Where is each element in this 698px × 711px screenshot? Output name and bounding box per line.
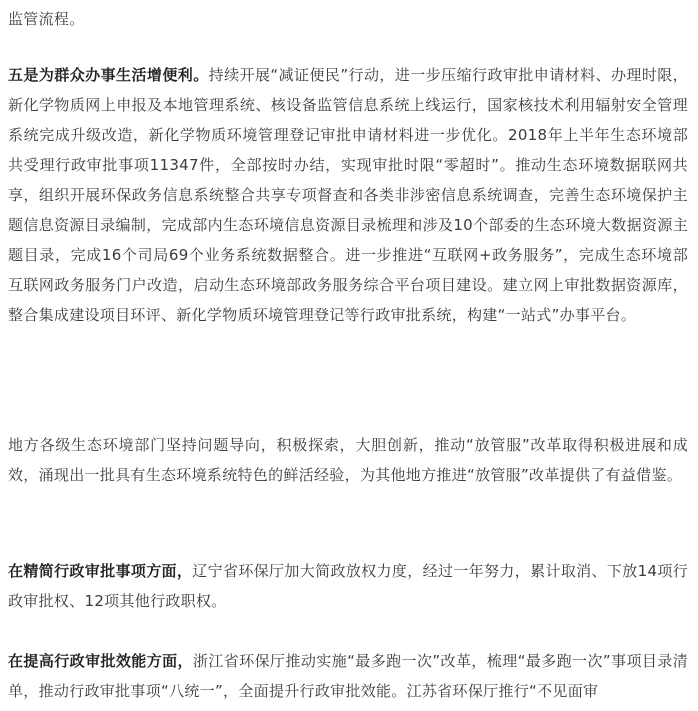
- paragraph-text: 持续开展“减证便民”行动，进一步压缩行政审批申请材料、办理时限，新化学物质网上申报及本地管理系统、核设备监管信息系统上线运行，国家核技术利用辐射安全管理系统完成升级改造，新化学物质环境管理登记审批申请材料进一步优化。2018年上半年生态环境部共受理行政审批事项11347件，全部按时办结，实现审批时限“零超时”。推动生态环境数据联网共享，组织开展环保政务信息系统整合共享专项督查和各类非涉密信息系统调查，完善生态环境保护主题信息资源目录编制，完成部内生态环境信息资源目录梳理和涉及10个部委的生态环境大数据资源主题目录，完成16个司局69个业务系统数据整合。进一步推进“互联网+政务服务”，完成生态环境部互联网政务服务门户改造，启动生态环境部政务服务综合平台项目建设。建立网上审批数据资源库，整合集成建设项目环评、新化学物质环境管理登记等行政审批系统，构建“一站式”办事平台。: [8, 66, 688, 324]
- paragraph-continuation: [8, 4, 688, 34]
- paragraph-text: 监管流程。: [8, 10, 85, 28]
- paragraph-text: 辽宁省环保厅加大简政放权力度，经过一年努力，累计取消、下放14项行政审批权、12项其他行政职权。: [8, 562, 688, 610]
- paragraph-text: 浙江省环保厅推动实施“最多跑一次”改革，梳理“最多跑一次”事项目录清单，推动行政审批事项“八统一”，全面提升行政审批效能。江苏省环保厅推行“不见面审: [8, 652, 688, 700]
- paragraph-point-five: [8, 60, 688, 330]
- paragraph-lead: 在精简行政审批事项方面，: [8, 562, 193, 580]
- paragraph-lead: 在提高行政审批效能方面，: [8, 652, 193, 670]
- paragraph-lead: 五是为群众办事生活增便利。: [8, 66, 209, 84]
- paragraph-local-practices: [8, 430, 688, 490]
- paragraph-simplify-approval: [8, 556, 688, 616]
- paragraph-approval-efficiency: [8, 646, 688, 706]
- paragraph-text: 地方各级生态环境部门坚持问题导向，积极探索，大胆创新，推动“放管服”改革取得积极进展和成效，涌现出一批具有生态环境系统特色的鲜活经验，为其他地方推进“放管服”改革提供了有益借鉴。: [8, 436, 688, 484]
